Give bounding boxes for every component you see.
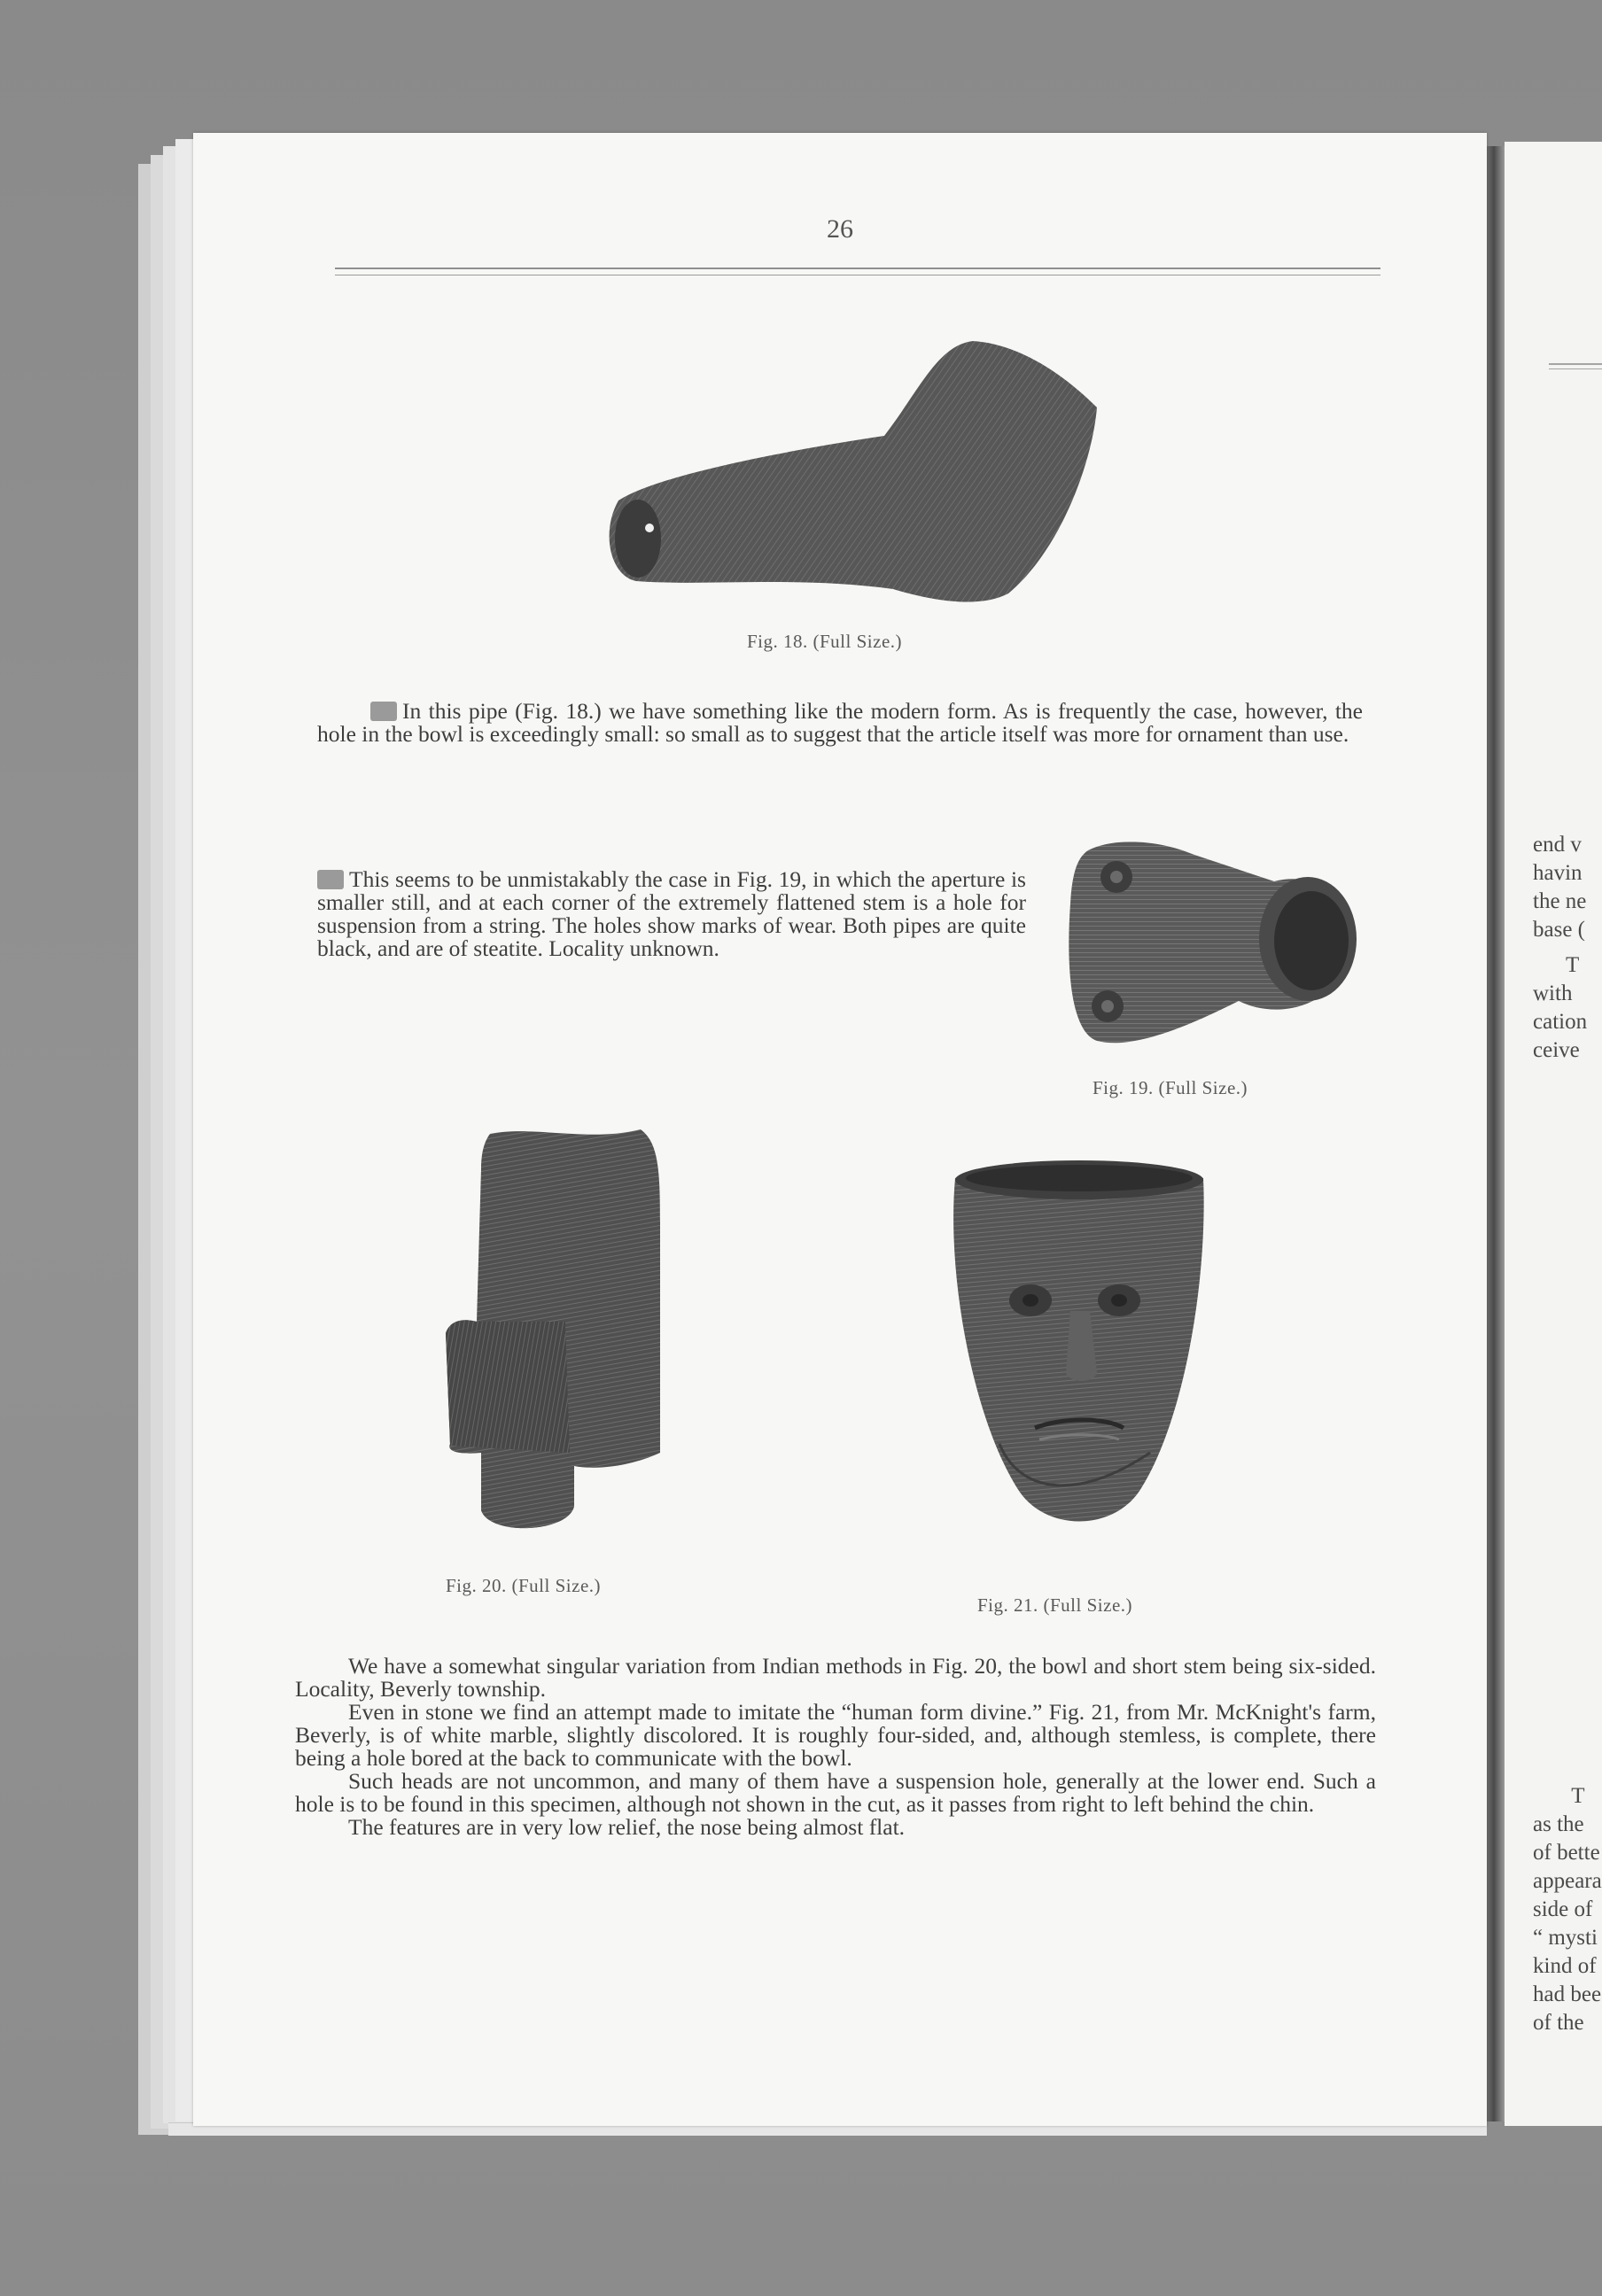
- facing-page-line: appeara: [1533, 1869, 1602, 1893]
- header-rule: [335, 268, 1380, 275]
- facing-page-line: kind of: [1533, 1954, 1597, 1978]
- paragraph-text: This seems to be unmistakably the case in Fig. 19, in which the aperture is smaller still, and at each corner of the extremely flattened stem is a hole for suspension from a string. The holes show marks of wear. Both pipes are quite black, and are of steatite. Locality unknown.: [317, 866, 1026, 961]
- figure-19-pipe: [1062, 833, 1372, 1054]
- facing-page-line: “ mysti: [1533, 1926, 1598, 1950]
- facing-page-line: with: [1533, 981, 1573, 1005]
- figure-18-pipe: [601, 319, 1115, 629]
- paragraph-3: Such heads are not uncommon, and many of them have a suspension hole, generally at the lower end. Such a hole is to be found in this specimen, although not shown in the cut, as it passes from right to left behind the chin.: [295, 1768, 1376, 1817]
- body-text: [295, 1655, 1376, 1839]
- paragraph-fig18: [317, 700, 1363, 746]
- facing-page-line: the ne: [1533, 889, 1587, 913]
- paragraph-fig19: [317, 868, 1026, 960]
- facing-page-line: of the: [1533, 2011, 1584, 2035]
- ornament-icon: [317, 870, 344, 889]
- paragraph-4: The features are in very low relief, the nose being almost flat.: [348, 1814, 906, 1840]
- facing-page-line: cation: [1533, 1010, 1588, 1034]
- facing-page-line: of bette: [1533, 1841, 1600, 1865]
- figure-21-head-pipe: [937, 1152, 1221, 1559]
- facing-page-line: side of: [1533, 1897, 1593, 1921]
- facing-page-line: end v: [1533, 833, 1582, 857]
- facing-page-line: T: [1533, 953, 1580, 977]
- book-gutter: [1487, 146, 1505, 2121]
- page-number: 26: [827, 214, 853, 244]
- paragraph-1: We have a somewhat singular variation from Indian methods in Fig. 20, the bowl and short stem being six-sided. Locality, Beverly township.: [295, 1653, 1376, 1702]
- page-edge: [175, 139, 194, 2121]
- facing-page-line: havin: [1533, 861, 1583, 885]
- figure-20-caption: Fig. 20. (Full Size.): [446, 1575, 602, 1596]
- facing-page-line: ceive: [1533, 1038, 1580, 1062]
- paragraph-text: In this pipe (Fig. 18.) we have something like the modern form. As is frequently the case, however, the hole in the bowl is exceedingly small: so small as to suggest that the article itself was more for ornament than use.: [317, 698, 1363, 747]
- ornament-icon: [370, 702, 397, 721]
- book-page: [193, 133, 1487, 2126]
- facing-page: [1505, 142, 1602, 2126]
- figure-18-caption: Fig. 18. (Full Size.): [747, 631, 903, 652]
- facing-page-rule: [1549, 363, 1602, 369]
- figure-20-pipe: [410, 1116, 685, 1541]
- facing-page-line: T: [1533, 1784, 1585, 1808]
- facing-page-line: as the: [1533, 1812, 1584, 1836]
- figure-19-caption: Fig. 19. (Full Size.): [1093, 1077, 1248, 1098]
- facing-page-line: base (: [1533, 918, 1585, 942]
- facing-page-line: had bee: [1533, 1982, 1602, 2006]
- figure-21-caption: Fig. 21. (Full Size.): [977, 1594, 1133, 1616]
- paragraph-2: Even in stone we find an attempt made to imitate the “human form divine.” Fig. 21, from Mr. McKnight's farm, Beverly, is of white marble, slightly discolored. It is roughly four-sided, and, although stemless, is complete, there being a hole bored at the back to communicate with the bowl.: [295, 1699, 1376, 1771]
